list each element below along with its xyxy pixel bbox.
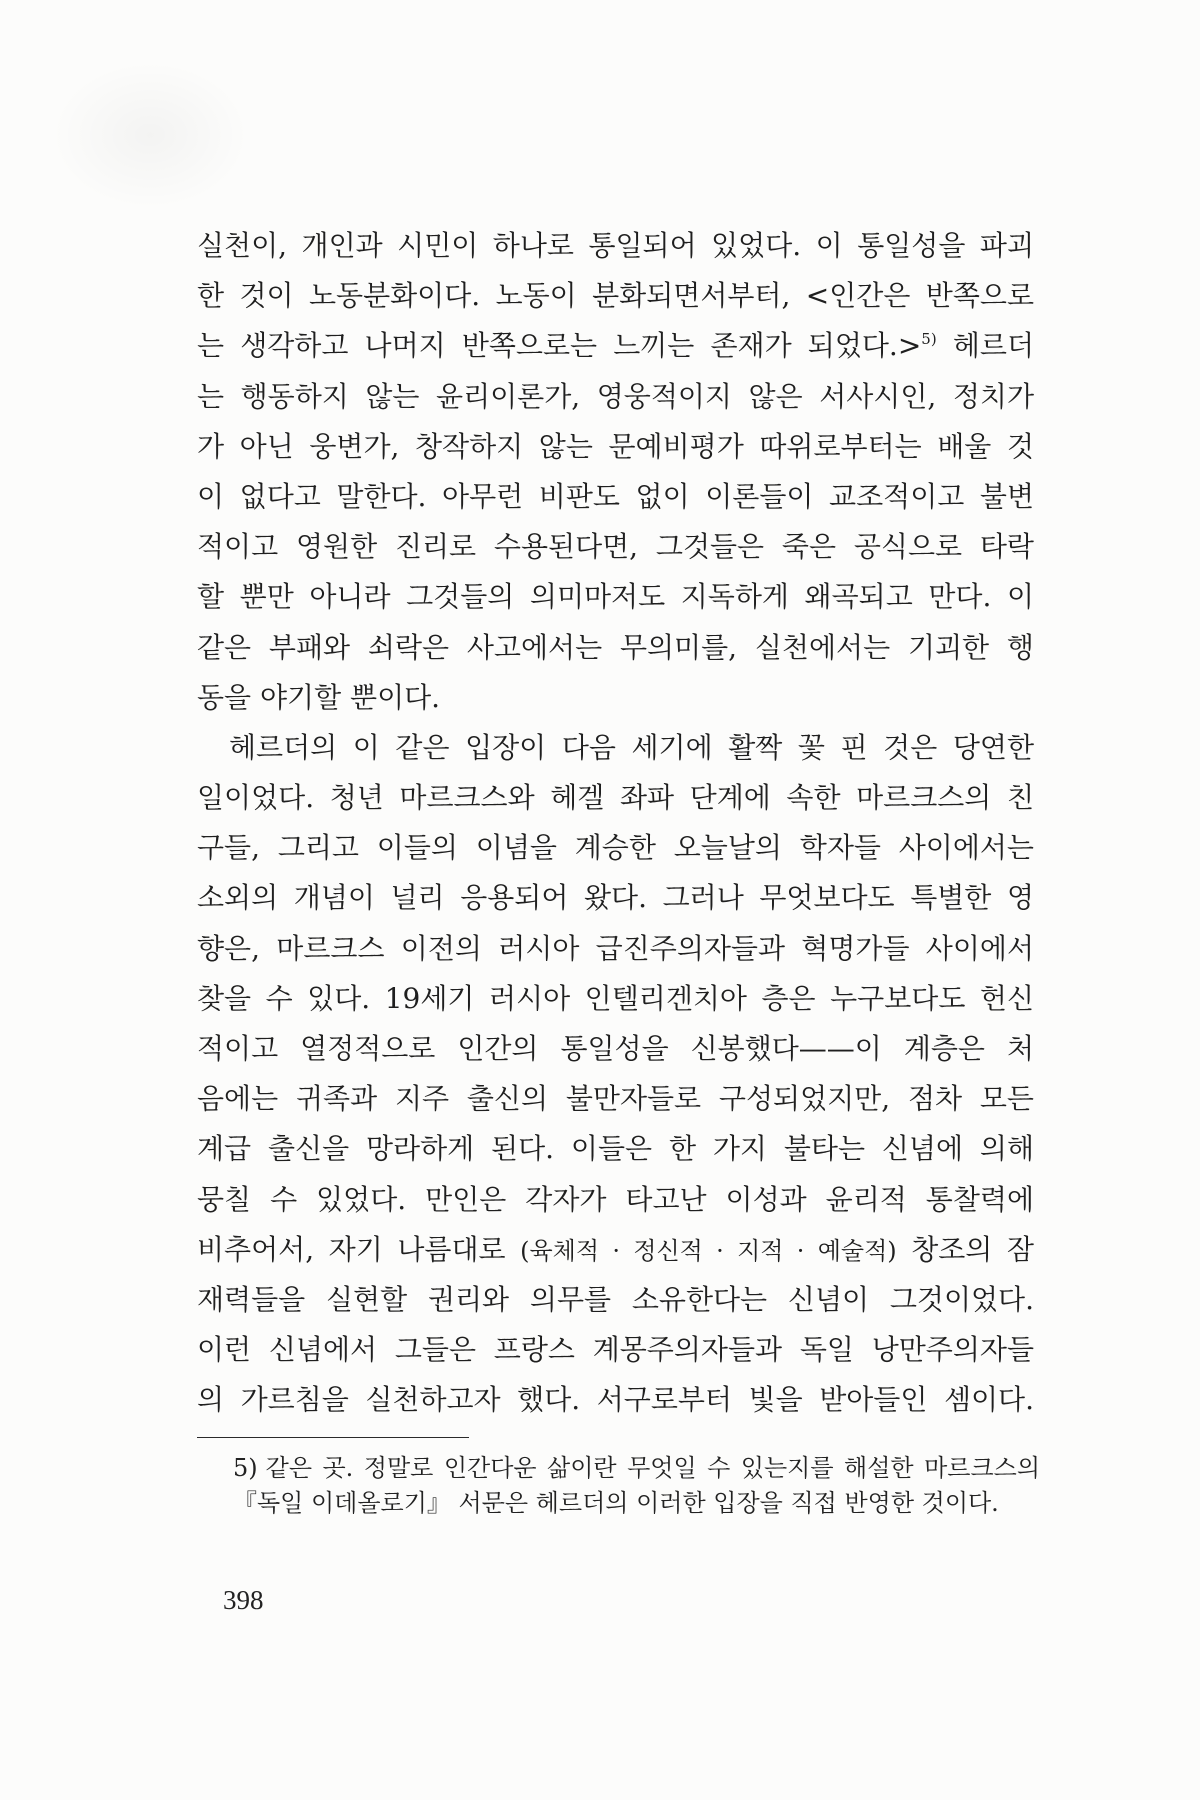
body-line: 할 뿐만 아니라 그것들의 의미마저도 지독하게 왜곡되고 만다. 이	[197, 580, 1034, 614]
body-line: 적이고 열정적으로 인간의 통일성을 신봉했다——이 계층은 처	[197, 1032, 1034, 1065]
body-line: 동을 야기할 뿐이다.	[197, 680, 441, 714]
body-line: 헤르더의 이 같은 입장이 다음 세기에 활짝 꽃 핀 것은 당연한	[229, 730, 1034, 764]
body-line: 는 행동하지 않는 윤리이론가, 영웅적이지 않은 서사시인, 정치가	[197, 379, 1034, 413]
body-line: 가 아닌 웅변가, 창작하지 않는 문예비평가 따위로부터는 배울 것	[197, 429, 1034, 463]
body-line: 이런 신념에서 그들은 프랑스 계몽주의자들과 독일 낭만주의자들	[197, 1333, 1034, 1367]
footnote-reference: 5)	[921, 330, 937, 349]
footnote-text: 같은 곳. 정말로 인간다운 삶이란 무엇일 수 있는지를 해설한 마르크스의	[265, 1454, 1040, 1482]
body-line: 뭉칠 수 있었다. 만인은 각자가 타고난 이성과 윤리적 통찰력에	[197, 1182, 1034, 1216]
body-line: 계급 출신을 망라하게 된다. 이들은 한 가지 불타는 신념에 의해	[197, 1132, 1034, 1166]
footnotes	[233, 1451, 1040, 1521]
body-line: 구들, 그리고 이들의 이념을 계승한 오늘날의 학자들 사이에서는	[197, 831, 1034, 865]
body-line-text: 는 생각하고 나머지 반쪽으로는 느끼는 존재가 되었다.>	[197, 329, 922, 363]
footnote-line	[233, 1451, 1040, 1486]
paragraph-1	[197, 221, 1034, 723]
body-line	[197, 1225, 1034, 1275]
body-line	[197, 321, 1034, 371]
body-line: 의 가르침을 실천하고자 했다. 서구로부터 빛을 받아들인 셈이다.	[197, 1383, 1034, 1417]
footnote-marker: 5)	[233, 1454, 258, 1482]
parenthetical-aside: (육체적 · 정신적 · 지적 · 예술적)	[520, 1236, 897, 1265]
body-line: 소외의 개념이 널리 응용되어 왔다. 그러나 무엇보다도 특별한 영	[197, 881, 1034, 915]
body-line: 같은 부패와 쇠락은 사고에서는 무의미를, 실천에서는 기괴한 행	[197, 630, 1034, 664]
body-line: 한 것이 노동분화이다. 노동이 분화되면서부터, <인간은 반쪽으로	[197, 279, 1034, 313]
body-line: 이 없다고 말한다. 아무런 비판도 없이 이론들이 교조적이고 불변	[197, 479, 1034, 513]
body-line: 적이고 영원한 진리로 수용된다면, 그것들은 죽은 공식으로 타락	[197, 530, 1034, 564]
body-line: 일이었다. 청년 마르크스와 헤겔 좌파 단계에 속한 마르크스의 친	[197, 781, 1034, 815]
paragraph-2	[197, 723, 1034, 1426]
body-line: 찾을 수 있다. 19세기 러시아 인텔리겐치아 층은 누구보다도 헌신	[197, 981, 1034, 1015]
body-line: 향은, 마르크스 이전의 러시아 급진주의자들과 혁명가들 사이에서	[197, 931, 1034, 965]
page-number: 398	[223, 1585, 264, 1615]
body-line-text: 비추어서, 자기 나름대로	[197, 1232, 521, 1266]
body-line-text: 헤르더	[936, 329, 1034, 363]
body-line: 음에는 귀족과 지주 출신의 불만자들로 구성되었지만, 점차 모든	[197, 1082, 1034, 1116]
footnote-line: 『독일 이데올로기』 서문은 헤르더의 이러한 입장을 직접 반영한 것이다.	[233, 1489, 999, 1517]
scan-smudge	[50, 60, 250, 210]
body-line: 실천이, 개인과 시민이 하나로 통일되어 있었다. 이 통일성을 파괴	[197, 229, 1034, 262]
body-text	[197, 221, 1034, 1426]
body-line: 재력들을 실현할 권리와 의무를 소유한다는 신념이 그것이었다.	[197, 1282, 1034, 1316]
footnote-divider	[197, 1437, 469, 1438]
body-line-text: 창조의 잠	[896, 1232, 1034, 1266]
